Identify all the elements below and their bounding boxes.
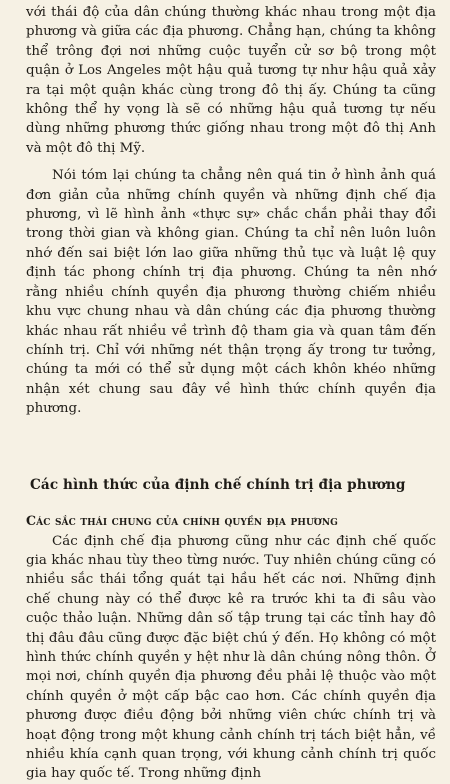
section-heading: Các hình thức của định chế chính trị địa phương bbox=[30, 476, 406, 493]
sub-heading: Các sắc thái chung của chính quyền địa phương bbox=[26, 512, 338, 528]
paragraph-general-traits: Các định chế địa phương cũng như các định chế quốc gia khác nhau tùy theo từng nước. Tuy nhiên chúng cũng có nhiều sắc thái tổng quát tại hầu hết các nơi. Những định chế chung này có thể được kê ra trước khi ta đi sâu vào cuộc thảo luận. Những dân số tập trung tại các tỉnh hay đô thị đâu đâu cũng được đặc biệt chú ý đến. Họ không có một hình thức chính quyền y hệt như là dân chúng nông thôn. Ở mọi nơi, chính quyền địa phương đều phải lệ thuộc vào một chính quyền ở một cấp bậc cao hơn. Các chính quyền địa phương được điều động bởi những viên chức chính trị và hoạt động trong một khung cảnh chính trị tách biệt hẳn, về nhiều khía cạnh quan trọng, với khung cảnh chính trị quốc gia hay quốc tế. Trong những định bbox=[26, 533, 436, 782]
paragraph-continuation: với thái độ của dân chúng thường khác nhau trong một địa phương và giữa các địa phương. Chẳng hạn, chúng ta không thể trông đợi nơi những cuộc tuyển cử sơ bộ trong một quận ở Los Angeles một hậu quả tương tự như hậu quả xảy ra tại một quận khác cùng trong đô thị ấy. Chúng ta cũng không thể hy vọng là sẽ có những hậu quả tương tự nếu dùng những phương thức giống nhau trong một đô thị Anh và một đô thị Mỹ. bbox=[26, 5, 436, 156]
paragraph-summary: Nói tóm lại chúng ta chẳng nên quá tin ở hình ảnh quá đơn giản của những chính quyền và những định chế địa phương, vì lẽ hình ảnh «thực sự» chắc chắn phải thay đổi trong thời gian và không gian. Chúng ta chỉ nên luôn luôn nhớ đến sai biệt lớn lao giữa những thủ tục và luật lệ quy định tác phong chính trị địa phương. Chúng ta nên nhớ rằng nhiều chính quyền địa phương thường chiếm nhiều khu vực chung nhau và dân chúng các địa phương thường khác nhau rất nhiều về trình độ tham gia và quan tâm đến chính trị. Chỉ với những nét thận trọng ấy trong tư tưởng, chúng ta mới có thể sử dụng một cách khôn khéo những nhận xét chung sau đây về hình thức chính quyền địa phương. bbox=[26, 168, 436, 417]
